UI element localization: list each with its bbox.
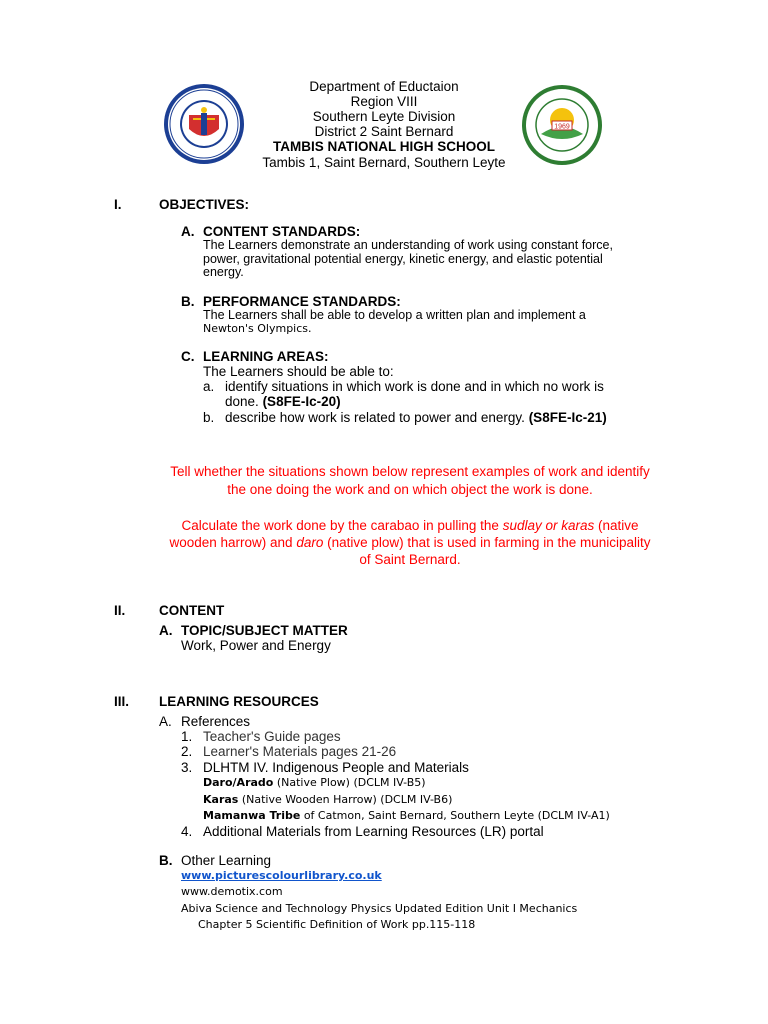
references-title: References [181,714,251,729]
newtons-olympics-text: Newton's Olympics [203,322,309,335]
text: (native plow) that is used in farming in the municipality [323,535,651,550]
subref-karas [203,793,452,806]
content-standards-title: CONTENT STANDARDS: [203,224,361,239]
learning-areas-intro: The Learners should be able to: [203,364,394,379]
subref-rest: (Native Plow) (DCLM IV-B5) [273,776,426,789]
learning-item-b-letter: b. [203,410,215,425]
section2-title: CONTENT [159,603,225,618]
item-b-text: describe how work is related to power and energy. [225,410,525,425]
abiva-reference-line2: Chapter 5 Scientific Definition of Work pp.115-118 [198,918,476,931]
performance-standards-line2 [203,322,312,336]
italic-text: sudlay or karas [502,518,595,533]
section3-title: LEARNING RESOURCES [159,694,319,709]
ref-number: 3. [181,760,193,775]
section1-title: OBJECTIVES: [159,197,250,212]
red-instruction-1-line1: Tell whether the situations shown below represent examples of work and identify [170,464,650,479]
header-line-department: Department of Eductaion [309,79,459,94]
item-a-code: (S8FE-Ic-20) [262,394,341,409]
subref-rest: of Catmon, Saint Bernard, Southern Leyte (DCLM IV-A1) [300,809,610,822]
text: (native [594,518,639,533]
header-line-district: District 2 Saint Bernard [314,124,454,139]
content-standards-line3: energy. [203,265,244,279]
red-instruction-2-line1 [120,517,700,535]
item-a-text: done. [225,394,259,409]
red-instruction-2-line3: of Saint Bernard. [359,552,461,567]
section3-a-letter: A. [159,714,172,729]
performance-standards-title: PERFORMANCE STANDARDS: [203,294,401,309]
red-instruction-1-line2: the one doing the work and on which object the work is done. [227,482,593,497]
topic-text: Work, Power and Energy [181,638,331,653]
learning-areas-title: LEARNING AREAS: [203,349,329,364]
content-standards-line2: power, gravitational potential energy, kinetic energy, and elastic potential [203,252,603,266]
period: . [308,321,312,335]
ref-learners-materials: Learner's Materials pages 21-26 [203,744,397,759]
subref-daro [203,776,426,789]
section1-numeral: I. [114,197,122,212]
svg-text:1969: 1969 [554,123,570,131]
demotix-link: www.demotix.com [181,885,283,898]
section3-numeral: III. [114,694,130,709]
header-line-region: Region VIII [350,94,418,109]
italic-text: daro [296,535,324,550]
picturescolourlibrary-link[interactable]: www.picturescolourlibrary.co.uk [181,869,382,882]
ref-number: 4. [181,824,193,839]
item-b-code: (S8FE-Ic-21) [528,410,607,425]
section3-b-letter: B. [159,853,173,868]
ref-teachers-guide: Teacher's Guide pages [203,729,341,744]
section2-numeral: II. [114,603,126,618]
topic-title: TOPIC/SUBJECT MATTER [181,623,348,638]
ref-dlhtm: DLHTM IV. Indigenous People and Materials [203,760,469,775]
learning-item-b [225,410,607,425]
text: wooden harrow) and [169,535,297,550]
abiva-reference-line1: Abiva Science and Technology Physics Updated Edition Unit I Mechanics [181,902,578,915]
text: Calculate the work done by the carabao in pulling the [181,518,503,533]
school-address: Tambis 1, Saint Bernard, Southern Leyte [262,155,506,170]
header-line-division: Southern Leyte Division [312,109,456,124]
section1-a-letter: A. [181,224,195,239]
content-standards-line1: The Learners demonstrate an understanding of work using constant force, [203,238,613,252]
subref-mamanwa [203,809,610,822]
learning-item-a-letter: a. [203,379,215,394]
other-learning-title: Other Learning [181,853,272,868]
performance-standards-line1: The Learners shall be able to develop a written plan and implement a [203,308,586,322]
school-name: TAMBIS NATIONAL HIGH SCHOOL [273,139,495,154]
ref-number: 2. [181,744,193,759]
ref-additional-materials: Additional Materials from Learning Resources (LR) portal [203,824,544,839]
red-instruction-2-line2 [120,534,700,552]
subref-bold: Mamanwa Tribe [203,809,301,822]
subref-bold: Daro/Arado [203,776,274,789]
learning-item-a-line1: identify situations in which work is done and in which no work is [225,379,604,394]
section1-b-letter: B. [181,294,195,309]
section2-a-letter: A. [159,623,173,638]
ref-number: 1. [181,729,193,744]
subref-rest: (Native Wooden Harrow) (DCLM IV-B6) [238,793,453,806]
subref-bold: Karas [203,793,239,806]
learning-item-a-line2 [225,394,341,409]
section1-c-letter: C. [181,349,195,364]
